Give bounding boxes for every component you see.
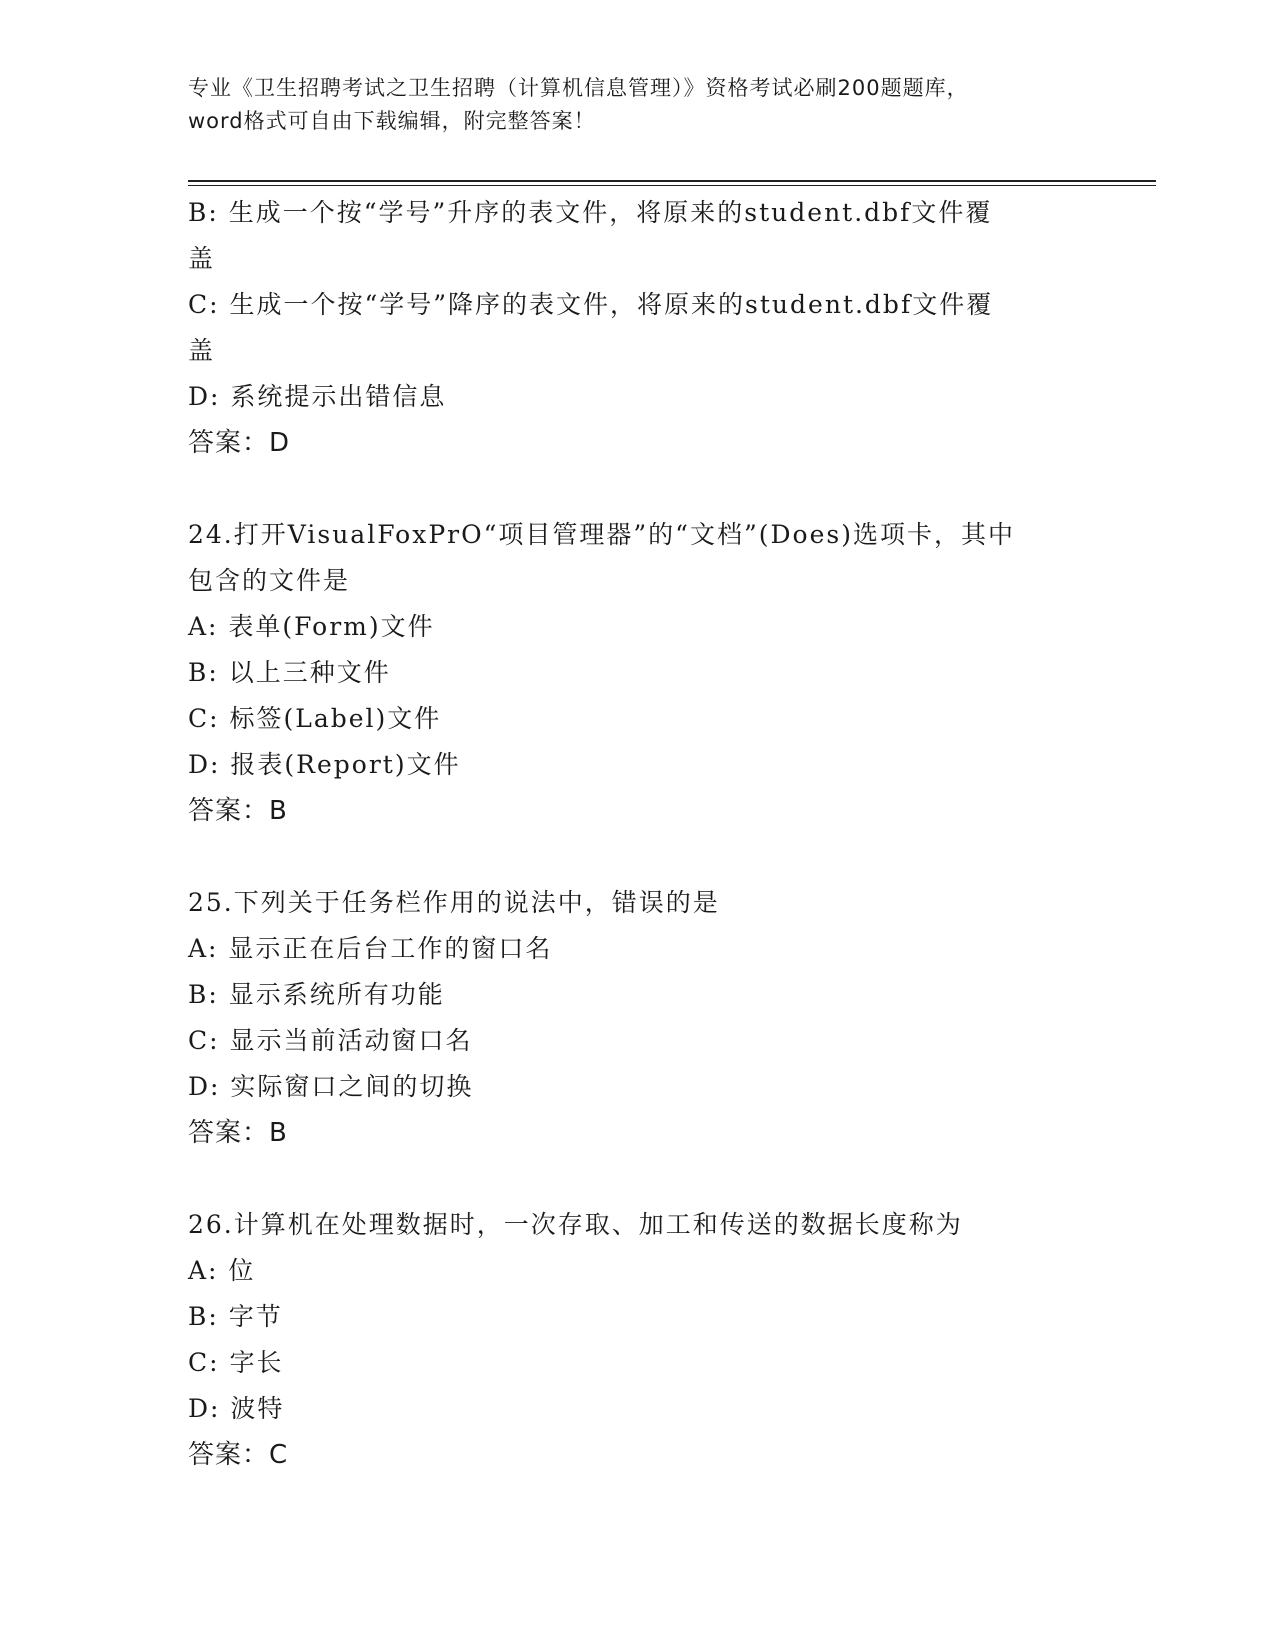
option-b: B: 字节 <box>188 1302 283 1331</box>
option-b: B: 以上三种文件 <box>188 658 391 687</box>
question-24 <box>188 512 1088 834</box>
question-25 <box>188 880 1088 1156</box>
answer: 答案：B <box>188 1118 288 1148</box>
option-d: D: 波特 <box>188 1394 285 1423</box>
option-b: B: 显示系统所有功能 <box>188 980 445 1009</box>
option-c: C: 字长 <box>188 1348 284 1377</box>
option-c: C: 生成一个按“学号”降序的表文件，将原来的student.dbf文件覆 <box>188 290 994 319</box>
header-title-line-2: word格式可自由下载编辑，附完整答案！ <box>188 109 596 133</box>
option-b: B: 生成一个按“学号”升序的表文件，将原来的student.dbf文件覆 <box>188 198 993 227</box>
option-d: D: 报表(Report)文件 <box>188 750 461 779</box>
option-d: D: 实际窗口之间的切换 <box>188 1072 474 1101</box>
document-header <box>188 72 1088 138</box>
question-stem: 25.下列关于任务栏作用的说法中，错误的是 <box>188 888 720 917</box>
question-stem: 26.计算机在处理数据时，一次存取、加工和传送的数据长度称为 <box>188 1210 963 1239</box>
spacer <box>188 834 1088 880</box>
option-b-wrap: 盖 <box>188 244 216 273</box>
option-c: C: 显示当前活动窗口名 <box>188 1026 473 1055</box>
option-a: A: 表单(Form)文件 <box>188 612 435 641</box>
spacer <box>188 466 1088 512</box>
option-a: A: 显示正在后台工作的窗口名 <box>188 934 553 963</box>
question-list <box>188 190 1088 1478</box>
question-26 <box>188 1202 1088 1478</box>
header-title-line-1: 专业《卫生招聘考试之卫生招聘（计算机信息管理）》资格考试必刷200题题库， <box>188 76 969 100</box>
answer: 答案：C <box>188 1440 289 1470</box>
option-c: C: 标签(Label)文件 <box>188 704 442 733</box>
option-c-wrap: 盖 <box>188 336 216 365</box>
header-divider <box>188 180 1156 186</box>
option-a: A: 位 <box>188 1256 256 1285</box>
answer: 答案：B <box>188 796 288 826</box>
question-23-continued <box>188 190 1088 466</box>
answer: 答案：D <box>188 428 291 458</box>
option-d: D: 系统提示出错信息 <box>188 382 447 411</box>
question-stem-wrap: 包含的文件是 <box>188 566 351 595</box>
spacer <box>188 1156 1088 1202</box>
question-stem: 24.打开VisualFoxPrO“项目管理器”的“文档”(Does)选项卡，其中 <box>188 520 1015 549</box>
